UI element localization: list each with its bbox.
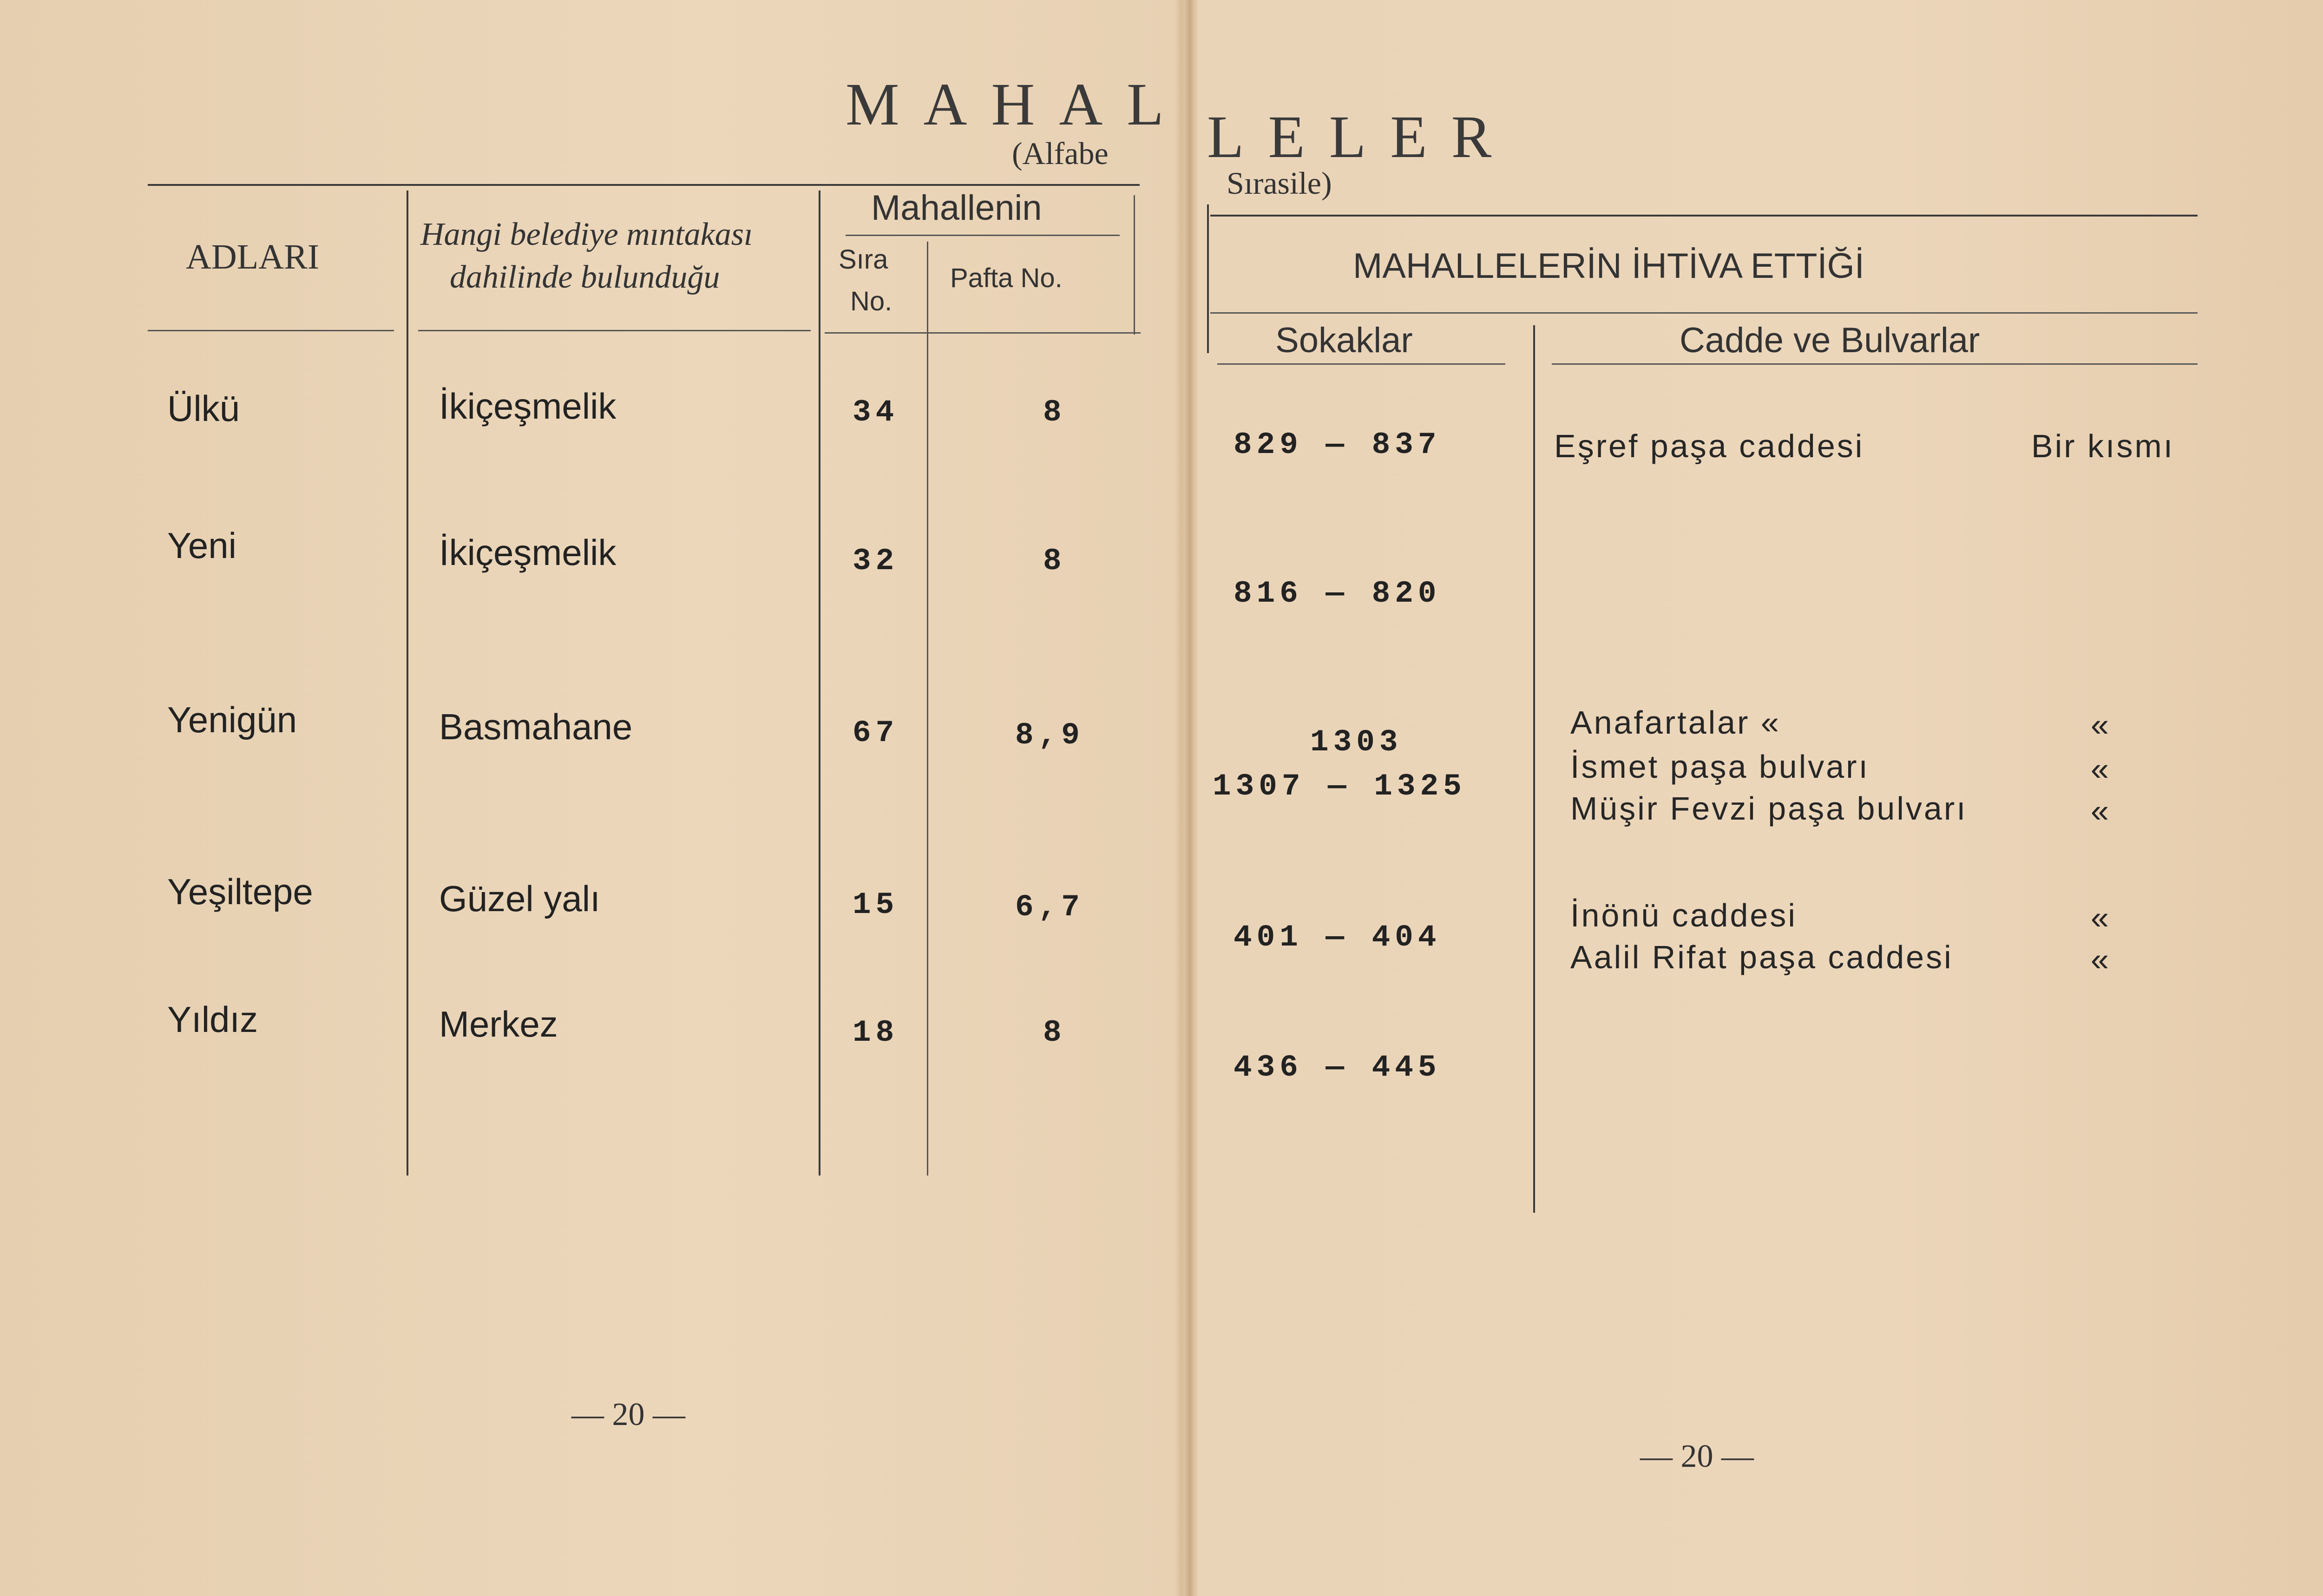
title-left: MAHAL [846,71,1188,138]
col-header-adlari: ADLARI [186,237,320,276]
left-col-divider-2 [819,190,820,1176]
row-pafta: 6,7 [1015,890,1084,925]
row-name: Yeni [167,525,236,566]
right-table-left-edge [1207,204,1209,353]
col-header-sira-line1: Sıra [839,244,888,275]
page-number-right: — 20 — [1640,1438,1754,1474]
left-header-rule-1 [148,330,394,331]
street-range: 1307 — 1325 [1213,769,1466,804]
avenue-name: Eşref paşa caddesi [1554,428,1864,464]
street-range-extra: 1303 [1310,725,1403,760]
row-name: Yıldız [167,999,258,1040]
avenue-note: « [2091,793,2111,829]
row-sira: 15 [853,887,899,922]
street-range: 816 — 820 [1234,576,1441,611]
left-header-rule-2 [418,330,811,331]
col-header-district-line1: Hangi belediye mıntakası [420,217,753,252]
left-table-top-rule [148,184,1140,186]
group-header-mahallenin: Mahallenin [871,188,1042,228]
row-pafta: 8 [1043,395,1066,430]
col-header-cadde: Cadde ve Bulvarlar [1680,321,1980,360]
avenue-name: Müşir Fevzi paşa bulvarı [1570,790,1968,827]
row-district: Basmahane [439,706,633,747]
street-range: 401 — 404 [1234,920,1441,955]
col-header-pafta: Pafta No. [950,263,1063,293]
avenue-note: « [2091,751,2111,787]
row-sira: 67 [853,716,899,750]
group-header-ihtiva: MAHALLELERİN İHTİVA ETTİĞİ [1353,246,1864,286]
row-district: Güzel yalı [439,878,600,919]
row-district: İkiçeşmelik [439,532,617,573]
avenue-note: « [2091,900,2111,936]
avenue-name: İsmet paşa bulvarı [1570,749,1870,785]
col-header-sira-line2: No. [850,286,892,316]
left-col-divider-3 [927,242,928,1176]
row-sira: 34 [853,395,899,430]
col-header-sokaklar: Sokaklar [1275,321,1413,360]
row-district: İkiçeşmelik [439,386,617,427]
avenue-name: İnönü caddesi [1570,897,1797,933]
right-group-rule [1210,312,2198,314]
row-sira: 32 [853,544,899,578]
subtitle-right: Sırasile) [1227,165,1332,201]
street-range: 829 — 837 [1234,427,1441,462]
subtitle-left: (Alfabe [1012,136,1109,171]
street-range: 436 — 445 [1234,1050,1441,1085]
row-pafta: 8 [1043,1015,1066,1050]
col-header-district-line2: dahilinde bulunduğu [450,259,720,295]
left-col-divider-1 [407,190,408,1176]
right-col-divider [1533,325,1535,1213]
title-right: LELER [1207,104,1516,171]
avenue-name: Anafartalar « [1570,704,1781,741]
avenue-note: Bir kısmı [2031,428,2175,464]
right-header-rule-1 [1217,363,1505,365]
right-table-top-rule [1210,215,2198,217]
row-name: Yenigün [167,699,297,740]
row-pafta: 8,9 [1015,718,1084,753]
avenue-note: « [2091,941,2111,978]
left-col-divider-4 [1134,195,1135,335]
row-name: Yeşiltepe [167,871,313,912]
avenue-note: « [2091,707,2111,743]
avenue-name: Aalil Rifat paşa caddesi [1570,939,1953,975]
row-district: Merkez [439,1004,558,1044]
left-header-rule-3 [825,332,1141,334]
book-spine [1184,0,1198,1596]
row-sira: 18 [853,1015,899,1050]
row-name: Ülkü [167,388,240,429]
right-header-rule-2 [1552,363,2198,365]
row-pafta: 8 [1043,544,1066,578]
page-number-left: — 20 — [571,1397,685,1432]
mahallenin-rule [846,235,1120,236]
